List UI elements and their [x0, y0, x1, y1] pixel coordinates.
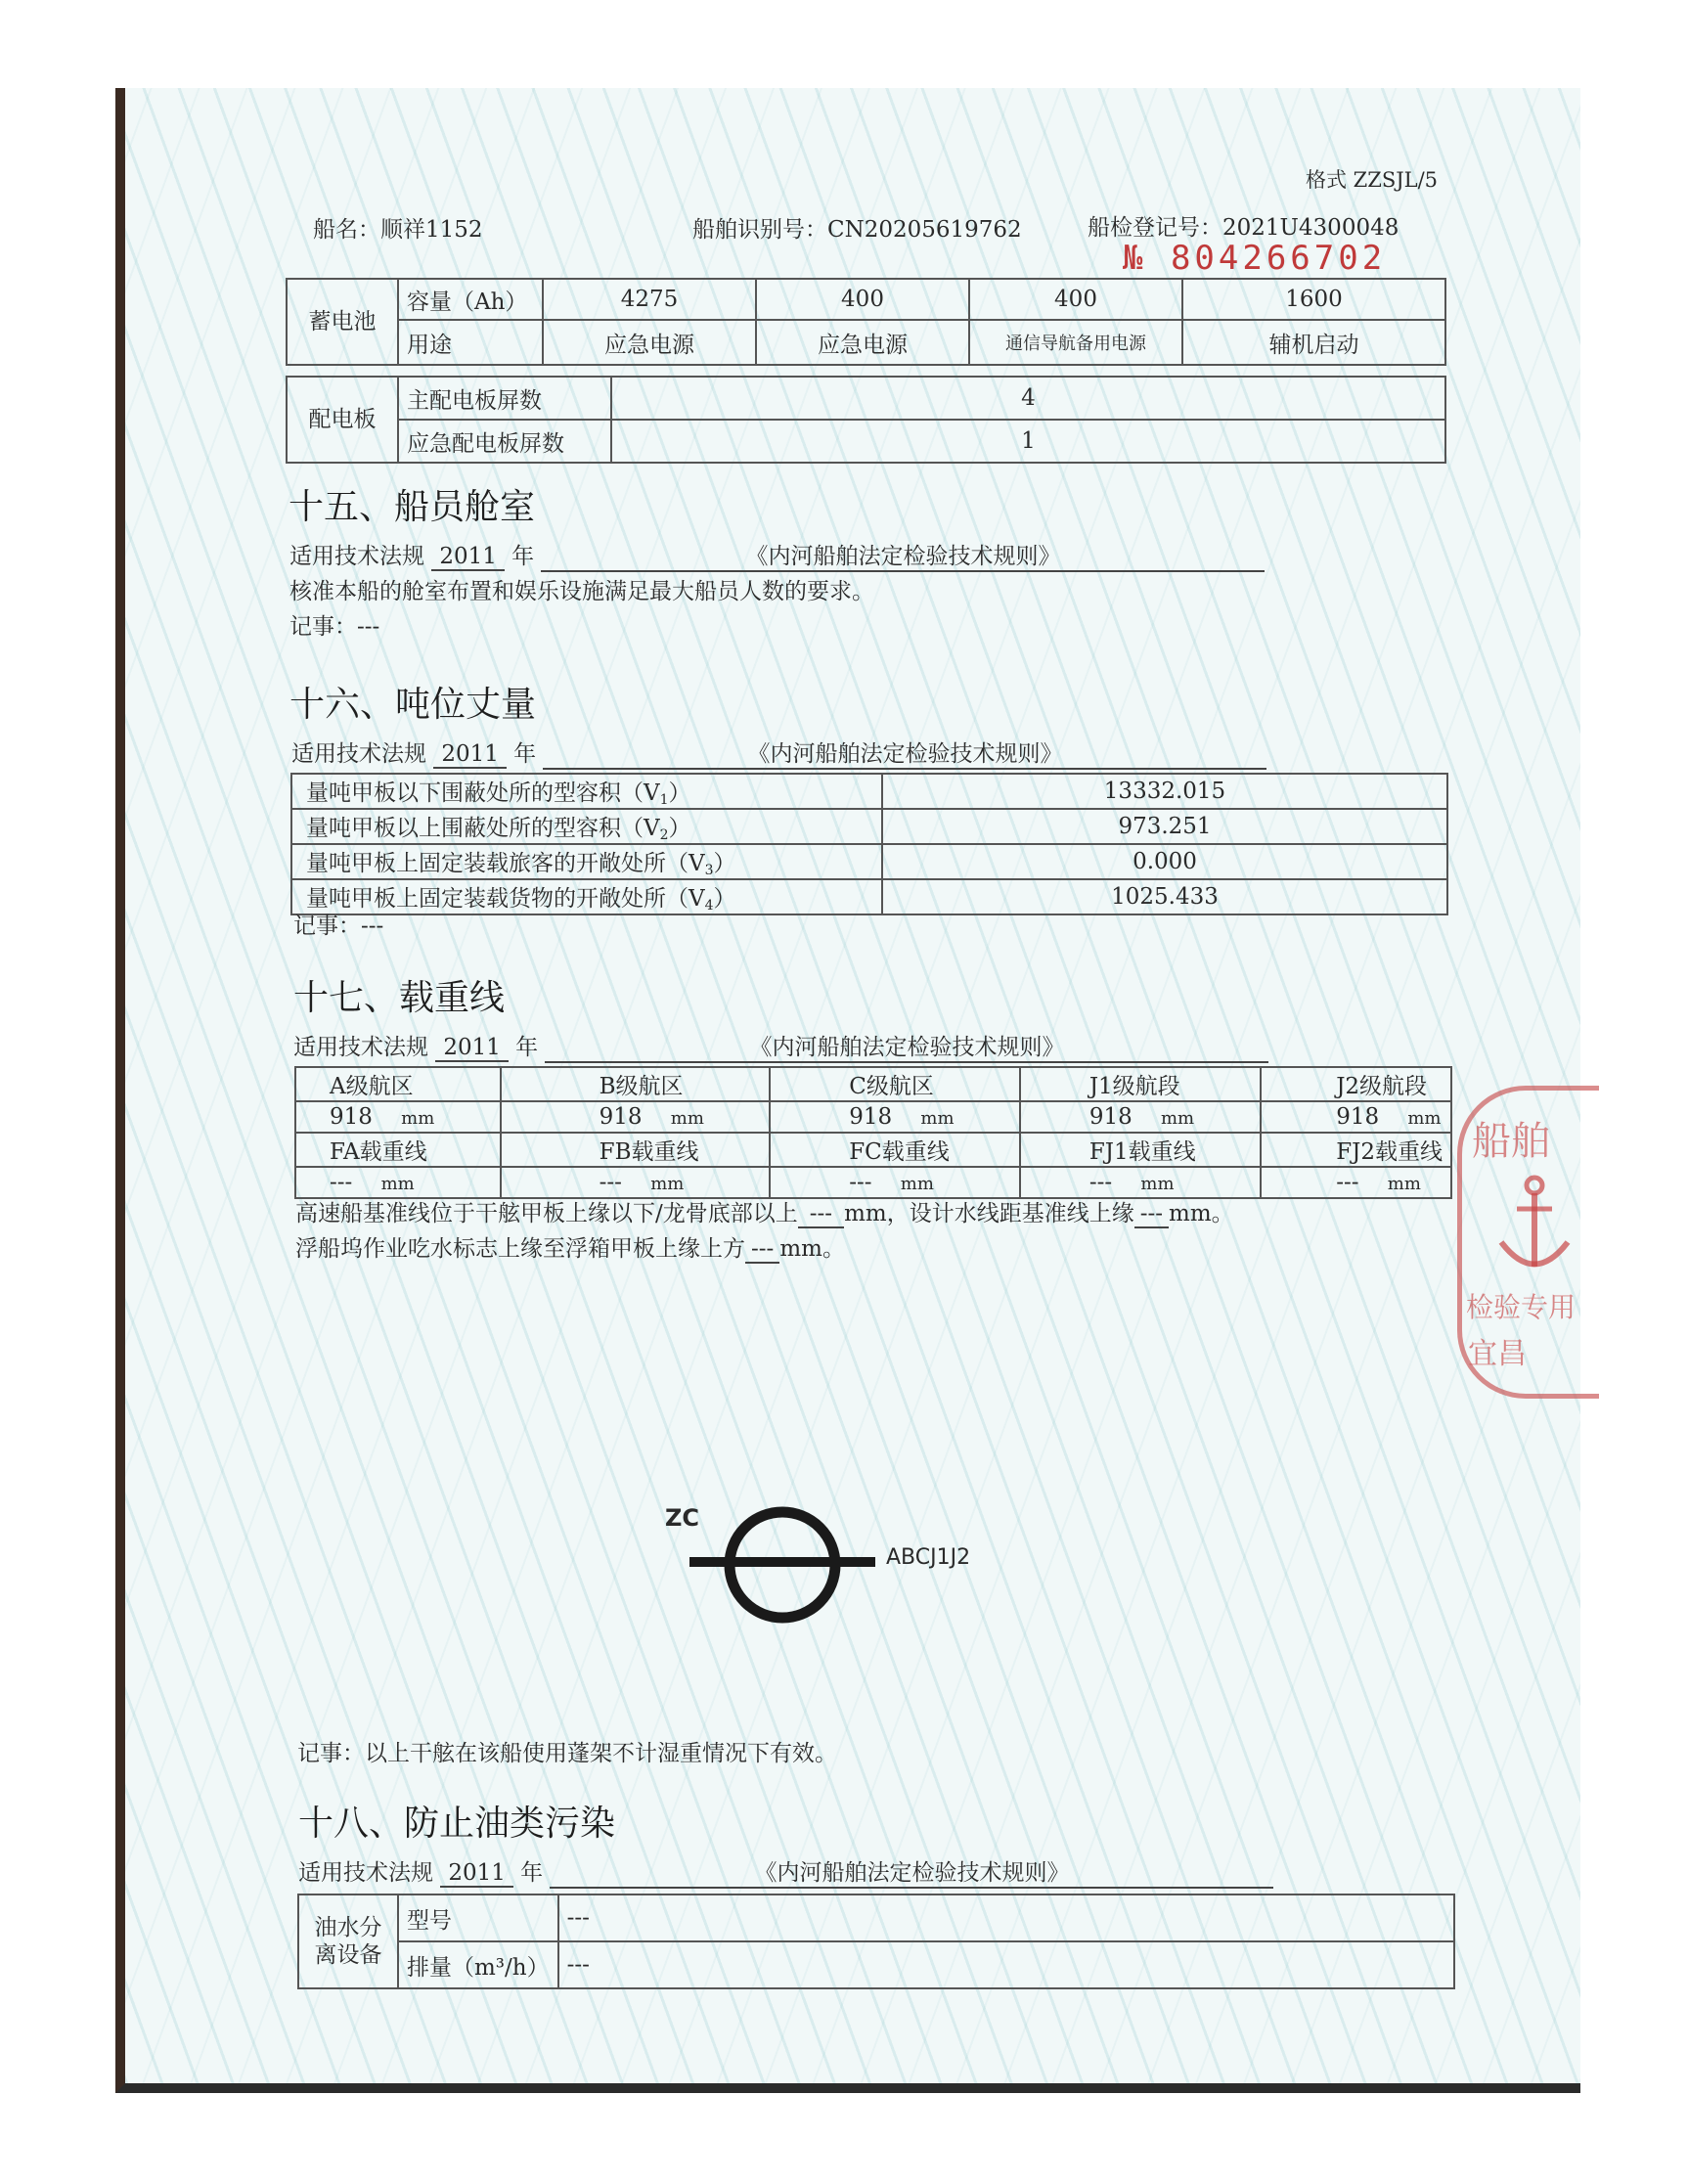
seal-bottom-text: 宜昌 [1468, 1337, 1527, 1371]
tonnage-table [290, 773, 1448, 915]
tonnage-value-4: 1025.433 [882, 879, 1447, 914]
loadline-fa-unit: mm [380, 1174, 415, 1194]
sec18-reg-name: 《内河船舶法定检验技术规则》 [550, 1854, 1273, 1889]
sec16-reg-unit: 年 [513, 741, 537, 767]
main-switchboard-label: 主配电板屏数 [398, 377, 611, 420]
capacity-2: 400 [756, 279, 969, 320]
loadline-fc-number: --- [849, 1170, 872, 1195]
usage-label: 用途 [398, 320, 543, 365]
loadline-fc: FC载重线 [770, 1133, 1020, 1167]
usage-1: 应急电源 [543, 320, 756, 365]
zone-j2-number: 918 [1336, 1104, 1380, 1130]
floating-dock-text-a: 浮船坞作业吃水标志上缘至浮箱甲板上缘上方 [295, 1236, 745, 1262]
oil-separator-header: 油水分离设备 [298, 1894, 398, 1988]
sec15-reg-prefix: 适用技术法规 [289, 544, 424, 569]
loadline-mark-right-label: ABCJ1J2 [886, 1545, 971, 1570]
loadline-fj1-value [1020, 1167, 1261, 1198]
loadline-fa: FA载重线 [295, 1133, 501, 1167]
inspection-seal [1457, 1086, 1599, 1399]
battery-table [286, 278, 1446, 366]
sec15-regulation [289, 538, 1265, 572]
tonnage-label-3-end: ） [713, 851, 736, 876]
usage-2: 应急电源 [756, 320, 969, 365]
usage-4: 辅机启动 [1182, 320, 1445, 365]
tonnage-label-3-text: 量吨甲板上固定装载旅客的开敞处所（V [306, 851, 705, 876]
loadline-fj2-value [1261, 1167, 1451, 1198]
sec15-title: 十五、船员舱室 [289, 487, 536, 527]
tonnage-label-1-sub: 1 [659, 792, 669, 808]
anchor-icon [1495, 1174, 1574, 1281]
loadline-mark-left-label: ZC [665, 1504, 700, 1532]
sec15-reg-unit: 年 [511, 544, 535, 569]
sec18-reg-unit: 年 [520, 1860, 544, 1886]
sec16-title: 十六、吨位丈量 [289, 685, 537, 725]
tonnage-label-1-end: ） [668, 780, 691, 806]
switchboard-table [286, 376, 1446, 464]
emergency-switchboard-label: 应急配电板屏数 [398, 420, 611, 463]
switchboard-header: 配电板 [287, 377, 398, 463]
sec17-reg-name: 《内河船舶法定检验技术规则》 [545, 1029, 1268, 1063]
ship-id [692, 211, 1022, 244]
sec17-note: 记事：以上干舷在该船使用蓬架不计湿重情况下有效。 [297, 1741, 837, 1766]
loadline-fc-value [770, 1167, 1020, 1198]
zone-j1: J1级航段 [1020, 1067, 1261, 1101]
sec16-note: 记事：--- [293, 914, 384, 939]
ship-name: 船名：顺祥1152 [313, 217, 483, 243]
zone-a: A级航区 [295, 1067, 501, 1101]
tonnage-label-1-text: 量吨甲板以下围蔽处所的型容积（V [306, 780, 660, 806]
sec15-reg-year: 2011 [431, 544, 505, 571]
capacity-label: 容量（Ah） [398, 279, 543, 320]
sec17-reg-unit: 年 [515, 1035, 539, 1060]
zone-j2: J2级航段 [1261, 1067, 1451, 1101]
sec16-reg-prefix: 适用技术法规 [291, 741, 426, 767]
tonnage-label-2-sub: 2 [659, 827, 669, 843]
zone-j2-unit: mm [1407, 1108, 1442, 1129]
emergency-switchboard-value: 1 [611, 420, 1445, 463]
tonnage-label-4-sub: 4 [704, 898, 714, 914]
tonnage-label-3 [291, 844, 882, 879]
zone-c: C级航区 [770, 1067, 1020, 1101]
sec18-title: 十八、防止油类污染 [298, 1804, 616, 1844]
zone-a-number: 918 [330, 1104, 373, 1130]
registration-value: 2021U4300048 [1222, 215, 1399, 241]
flow-value: --- [558, 1941, 1454, 1988]
tonnage-label-3-sub: 3 [704, 863, 714, 878]
seal-top-text: 船舶 [1472, 1119, 1550, 1164]
loadline-fj2-unit: mm [1387, 1174, 1421, 1194]
zone-c-value [770, 1101, 1020, 1133]
sec15-note: 记事：--- [289, 614, 380, 640]
model-value: --- [558, 1894, 1454, 1941]
sec16-reg-year: 2011 [433, 741, 507, 769]
floating-dock-text-c: mm。 [779, 1236, 845, 1262]
loadline-fa-number: --- [330, 1170, 353, 1195]
registration [1088, 209, 1399, 242]
loadline-fb-unit: mm [650, 1174, 685, 1194]
zone-b-number: 918 [599, 1104, 643, 1130]
loadline-mark-icon [689, 1501, 875, 1628]
usage-3: 通信导航备用电源 [969, 320, 1182, 365]
loadline-fj1-number: --- [1088, 1170, 1113, 1195]
tonnage-value-3: 0.000 [882, 844, 1447, 879]
loadline-fc-unit: mm [900, 1174, 934, 1194]
floating-dock-value: --- [745, 1236, 779, 1264]
registration-label: 船检登记号： [1088, 215, 1222, 241]
sec17-reg-year: 2011 [435, 1035, 509, 1062]
sec17-title: 十七、载重线 [293, 978, 506, 1018]
tonnage-label-2 [291, 809, 882, 844]
seal-middle-text: 检验专用 [1466, 1291, 1577, 1323]
flow-label: 排量（m³/h） [398, 1941, 558, 1988]
main-switchboard-value: 4 [611, 377, 1445, 420]
sec18-reg-year: 2011 [440, 1860, 513, 1888]
sec17-reg-prefix: 适用技术法规 [293, 1035, 428, 1060]
tonnage-value-2: 973.251 [882, 809, 1447, 844]
loadline-fb-value [501, 1167, 771, 1198]
high-speed-text [295, 1195, 1234, 1228]
sec18-reg-prefix: 适用技术法规 [298, 1860, 433, 1886]
zone-b-value [501, 1101, 771, 1133]
sec16-reg-name: 《内河船舶法定检验技术规则》 [543, 735, 1266, 770]
zone-j1-number: 918 [1088, 1104, 1133, 1130]
loadline-fb: FB载重线 [501, 1133, 771, 1167]
high-speed-text-c: mm，设计水线距基准线上缘 [844, 1201, 1134, 1226]
high-speed-text-a: 高速船基准线位于干舷甲板上缘以下/龙骨底部以上 [295, 1201, 798, 1226]
sec17-regulation [293, 1029, 1268, 1063]
sec15-reg-name: 《内河船舶法定检验技术规则》 [541, 538, 1265, 572]
zone-a-value [295, 1101, 501, 1133]
serial-number: № 804266702 [1123, 239, 1387, 278]
capacity-4: 1600 [1182, 279, 1445, 320]
battery-header: 蓄电池 [287, 279, 398, 365]
loadline-table [294, 1066, 1452, 1199]
tonnage-label-2-text: 量吨甲板以上围蔽处所的型容积（V [306, 816, 660, 841]
tonnage-value-1: 13332.015 [882, 774, 1447, 809]
tonnage-label-1 [291, 774, 882, 809]
high-speed-value-1: --- [798, 1201, 844, 1228]
tonnage-label-4-text: 量吨甲板上固定装载货物的开敞处所（V [306, 886, 705, 912]
zone-b: B级航区 [501, 1067, 771, 1101]
zone-b-unit: mm [670, 1108, 704, 1129]
loadline-fj2: FJ2载重线 [1261, 1133, 1451, 1167]
capacity-3: 400 [969, 279, 1182, 320]
sec15-text: 核准本船的舱室布置和娱乐设施满足最大船员人数的要求。 [289, 579, 874, 604]
loadline-fb-number: --- [599, 1170, 622, 1195]
zone-j1-value [1020, 1101, 1261, 1133]
high-speed-value-2: --- [1134, 1201, 1169, 1228]
tonnage-label-4-end: ） [713, 886, 736, 912]
loadline-fj2-number: --- [1336, 1170, 1359, 1195]
zone-j2-value [1261, 1101, 1451, 1133]
model-label: 型号 [398, 1894, 558, 1941]
oil-separator-table [297, 1894, 1455, 1989]
sec18-regulation [298, 1854, 1273, 1889]
capacity-1: 4275 [543, 279, 756, 320]
tonnage-label-2-end: ） [668, 816, 691, 841]
high-speed-text-e: mm。 [1169, 1201, 1234, 1226]
loadline-fj1: FJ1载重线 [1020, 1133, 1261, 1167]
zone-c-unit: mm [920, 1108, 955, 1129]
loadline-fj1-unit: mm [1140, 1174, 1175, 1194]
zone-a-unit: mm [401, 1108, 435, 1129]
ship-id-value: CN20205619762 [827, 217, 1022, 243]
floating-dock-text [295, 1230, 845, 1264]
zone-j1-unit: mm [1160, 1108, 1195, 1129]
format-code: 格式 ZZSJL/5 [1306, 168, 1439, 192]
loadline-fa-value [295, 1167, 501, 1198]
ship-id-label: 船舶识别号： [692, 217, 827, 243]
zone-c-number: 918 [849, 1104, 893, 1130]
sec16-regulation [291, 735, 1266, 770]
